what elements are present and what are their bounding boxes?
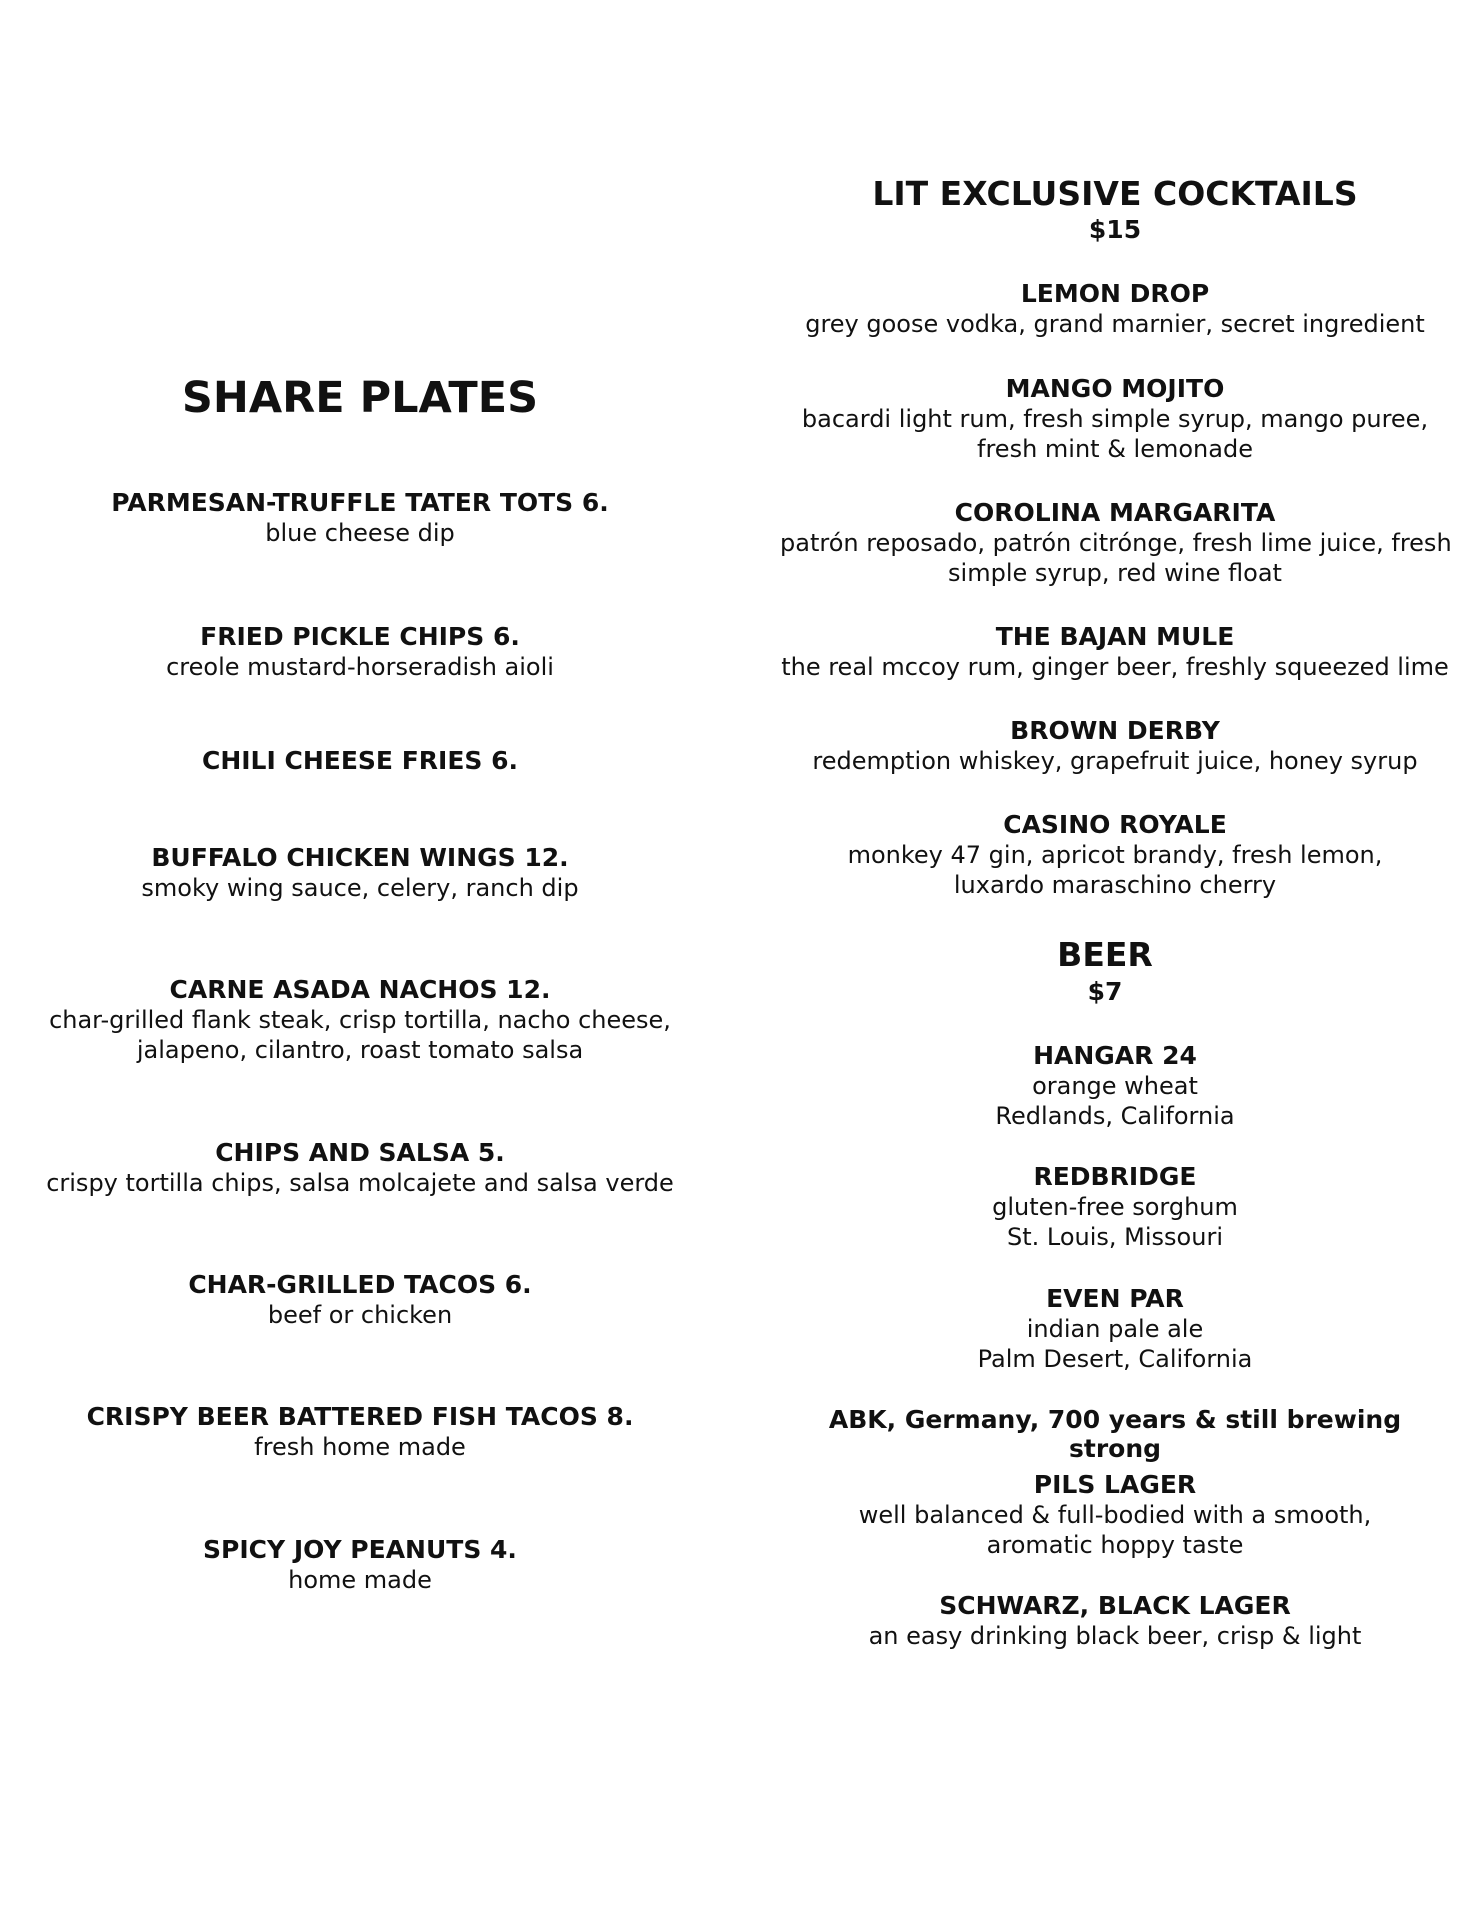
- item-description: an easy drinking black beer, crisp & light: [868, 1622, 1362, 1650]
- menu-item: [40, 1138, 680, 1198]
- item-name: CHAR-GRILLED TACOS 6.: [188, 1270, 532, 1299]
- item-name: PARMESAN-TRUFFLE TATER TOTS 6.: [111, 488, 609, 517]
- item-name: CARNE ASADA NACHOS 12.: [169, 975, 551, 1004]
- cocktails-price: $15: [1088, 215, 1142, 244]
- item-name: THE BAJAN MULE: [995, 622, 1235, 651]
- item-description: patrón reposado, patrón citrónge, fresh lime juice, fresh simple syrup, red wine float: [780, 529, 1452, 587]
- item-name: BUFFALO CHICKEN WINGS 12.: [151, 843, 569, 872]
- menu-item: [780, 716, 1450, 776]
- menu-item: [780, 279, 1450, 339]
- item-description: grey goose vodka, grand marnier, secret ingredient: [805, 310, 1425, 338]
- menu-item: [780, 1284, 1450, 1374]
- item-description: smoky wing sauce, celery, ranch dip: [141, 874, 579, 902]
- item-name: CRISPY BEER BATTERED FISH TACOS 8.: [86, 1402, 634, 1431]
- item-name: CASINO ROYALE: [1003, 810, 1227, 839]
- item-description: char-grilled flank steak, crisp tortilla, nacho cheese, jalapeno, cilantro, roast tomato salsa: [49, 1006, 671, 1064]
- item-name: MANGO MOJITO: [1005, 374, 1225, 403]
- item-description: monkey 47 gin, apricot brandy, fresh lemon, luxardo maraschino cherry: [847, 841, 1383, 899]
- menu-item: [40, 843, 680, 903]
- item-description: orange wheat Redlands, California: [995, 1072, 1235, 1130]
- item-name: COROLINA MARGARITA: [954, 498, 1276, 527]
- menu-item: [780, 810, 1450, 900]
- menu-item: [40, 1535, 680, 1595]
- item-name: SPICY JOY PEANUTS 4.: [203, 1535, 517, 1564]
- beer-price: $7: [1087, 977, 1123, 1006]
- item-name: CHIPS AND SALSA 5.: [215, 1138, 505, 1167]
- share-plates-title: SHARE PLATES: [181, 373, 539, 423]
- menu-item: [780, 1162, 1450, 1252]
- item-name: LEMON DROP: [1020, 279, 1210, 308]
- abk-note: ABK, Germany, 700 years & still brewing strong: [828, 1405, 1402, 1463]
- item-description: bacardi light rum, fresh simple syrup, mango puree, fresh mint & lemonade: [801, 405, 1429, 463]
- item-description: gluten-free sorghum St. Louis, Missouri: [992, 1193, 1238, 1251]
- menu-item: [40, 1402, 680, 1462]
- item-description: creole mustard-horseradish aioli: [166, 653, 554, 681]
- menu-item: [780, 374, 1450, 464]
- item-description: beef or chicken: [267, 1301, 453, 1329]
- item-name: HANGAR 24: [1033, 1041, 1197, 1070]
- item-name: CHILI CHEESE FRIES 6.: [201, 746, 519, 775]
- item-description: crispy tortilla chips, salsa molcajete and salsa verde: [46, 1169, 674, 1197]
- menu-item: [780, 622, 1450, 682]
- menu-item: [780, 1591, 1450, 1651]
- cocktails-title: LIT EXCLUSIVE COCKTAILS: [872, 174, 1358, 213]
- menu-item: [780, 498, 1450, 588]
- menu-item: [40, 488, 680, 548]
- menu-item: [40, 746, 680, 776]
- item-name: BROWN DERBY: [1010, 716, 1220, 745]
- menu-item: [780, 1041, 1450, 1131]
- item-description: indian pale ale Palm Desert, California: [977, 1315, 1253, 1373]
- item-description: home made: [288, 1566, 432, 1594]
- menu-item: [780, 1470, 1450, 1560]
- item-description: well balanced & full-bodied with a smooth, aromatic hoppy taste: [858, 1501, 1372, 1559]
- item-name: EVEN PAR: [1046, 1284, 1184, 1313]
- item-description: the real mccoy rum, ginger beer, freshly squeezed lime: [781, 653, 1449, 681]
- item-name: PILS LAGER: [1033, 1470, 1197, 1499]
- beer-title: BEER: [1057, 935, 1153, 974]
- item-name: FRIED PICKLE CHIPS 6.: [200, 622, 520, 651]
- menu-item: [40, 1270, 680, 1330]
- menu-item: [40, 622, 680, 682]
- item-description: blue cheese dip: [265, 519, 455, 547]
- item-description: fresh home made: [254, 1433, 466, 1461]
- menu-item: [40, 975, 680, 1065]
- item-name: SCHWARZ, BLACK LAGER: [939, 1591, 1291, 1620]
- item-description: redemption whiskey, grapefruit juice, honey syrup: [812, 747, 1418, 775]
- item-name: REDBRIDGE: [1033, 1162, 1197, 1191]
